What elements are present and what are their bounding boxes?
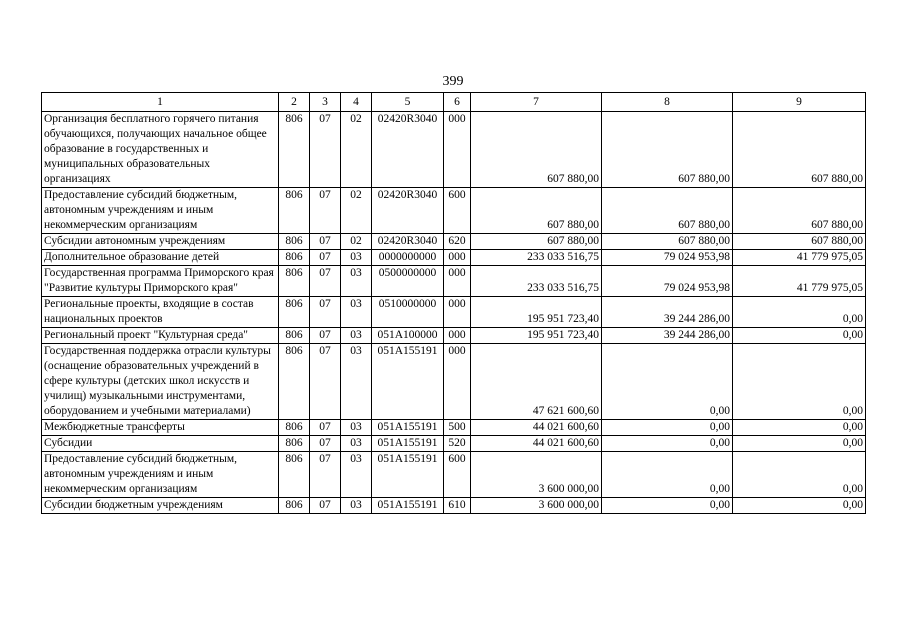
- column-header: 7: [471, 93, 602, 112]
- amount-col7: 44 021 600,60: [471, 420, 602, 436]
- section-code: 07: [310, 498, 341, 514]
- table-row: [42, 250, 866, 266]
- row-name: Организация бесплатного горячего питания обучающихся, получающих начальное общее образование в государственных и муниципальных образовательных организациях: [42, 112, 279, 188]
- amount-col8: 0,00: [602, 436, 733, 452]
- table-row: [42, 328, 866, 344]
- ministry-code: 806: [279, 297, 310, 328]
- table-row: [42, 498, 866, 514]
- ministry-code: 806: [279, 112, 310, 188]
- target-article-code: 0000000000: [372, 250, 444, 266]
- subsection-code: 03: [341, 344, 372, 420]
- column-number-row: [42, 93, 866, 112]
- section-code: 07: [310, 452, 341, 498]
- amount-col9: 41 779 975,05: [733, 250, 866, 266]
- expense-type-code: 000: [444, 112, 471, 188]
- table-row: [42, 234, 866, 250]
- amount-col7: 233 033 516,75: [471, 266, 602, 297]
- row-name: Субсидии бюджетным учреждениям: [42, 498, 279, 514]
- amount-col9: 607 880,00: [733, 112, 866, 188]
- amount-col7: 44 021 600,60: [471, 436, 602, 452]
- column-header: 6: [444, 93, 471, 112]
- target-article-code: 0500000000: [372, 266, 444, 297]
- subsection-code: 03: [341, 266, 372, 297]
- column-header: 8: [602, 93, 733, 112]
- table-row: [42, 297, 866, 328]
- budget-table: [41, 92, 866, 514]
- row-name: Субсидии автономным учреждениям: [42, 234, 279, 250]
- row-name: Дополнительное образование детей: [42, 250, 279, 266]
- amount-col8: 607 880,00: [602, 234, 733, 250]
- target-article-code: 051A155191: [372, 344, 444, 420]
- expense-type-code: 000: [444, 344, 471, 420]
- amount-col9: 0,00: [733, 420, 866, 436]
- amount-col7: 607 880,00: [471, 112, 602, 188]
- expense-type-code: 000: [444, 297, 471, 328]
- subsection-code: 03: [341, 498, 372, 514]
- amount-col8: 79 024 953,98: [602, 250, 733, 266]
- expense-type-code: 520: [444, 436, 471, 452]
- section-code: 07: [310, 420, 341, 436]
- amount-col9: 0,00: [733, 297, 866, 328]
- column-header: 1: [42, 93, 279, 112]
- row-name: Субсидии: [42, 436, 279, 452]
- table-row: [42, 344, 866, 420]
- section-code: 07: [310, 344, 341, 420]
- target-article-code: 0510000000: [372, 297, 444, 328]
- row-name: Государственная программа Приморского края "Развитие культуры Приморского края": [42, 266, 279, 297]
- row-name: Межбюджетные трансферты: [42, 420, 279, 436]
- subsection-code: 02: [341, 234, 372, 250]
- amount-col8: 39 244 286,00: [602, 297, 733, 328]
- subsection-code: 02: [341, 112, 372, 188]
- row-name: Региональные проекты, входящие в состав национальных проектов: [42, 297, 279, 328]
- target-article-code: 02420R3040: [372, 112, 444, 188]
- amount-col8: 39 244 286,00: [602, 328, 733, 344]
- expense-type-code: 000: [444, 266, 471, 297]
- amount-col9: 0,00: [733, 328, 866, 344]
- expense-type-code: 000: [444, 250, 471, 266]
- ministry-code: 806: [279, 234, 310, 250]
- target-article-code: 051A155191: [372, 498, 444, 514]
- amount-col7: 195 951 723,40: [471, 328, 602, 344]
- amount-col9: 0,00: [733, 498, 866, 514]
- amount-col9: 607 880,00: [733, 188, 866, 234]
- amount-col8: 0,00: [602, 452, 733, 498]
- amount-col7: 607 880,00: [471, 188, 602, 234]
- page-number: 399: [442, 74, 464, 89]
- table-row: [42, 420, 866, 436]
- ministry-code: 806: [279, 420, 310, 436]
- column-header: 9: [733, 93, 866, 112]
- column-header: 4: [341, 93, 372, 112]
- subsection-code: 02: [341, 188, 372, 234]
- target-article-code: 051A155191: [372, 436, 444, 452]
- section-code: 07: [310, 250, 341, 266]
- row-name: Региональный проект "Культурная среда": [42, 328, 279, 344]
- section-code: 07: [310, 436, 341, 452]
- amount-col8: 607 880,00: [602, 112, 733, 188]
- column-header: 2: [279, 93, 310, 112]
- table-row: [42, 188, 866, 234]
- section-code: 07: [310, 234, 341, 250]
- section-code: 07: [310, 112, 341, 188]
- section-code: 07: [310, 266, 341, 297]
- amount-col7: 3 600 000,00: [471, 498, 602, 514]
- amount-col8: 0,00: [602, 498, 733, 514]
- amount-col8: 607 880,00: [602, 188, 733, 234]
- row-name: Государственная поддержка отрасли культуры (оснащение образовательных учреждений в сфере культуры (детских школ искусств и училищ) музыкальными инструментами, оборудованием и учебными материалами): [42, 344, 279, 420]
- subsection-code: 03: [341, 328, 372, 344]
- target-article-code: 051A100000: [372, 328, 444, 344]
- subsection-code: 03: [341, 436, 372, 452]
- amount-col8: 79 024 953,98: [602, 266, 733, 297]
- ministry-code: 806: [279, 498, 310, 514]
- amount-col7: 195 951 723,40: [471, 297, 602, 328]
- expense-type-code: 610: [444, 498, 471, 514]
- table-row: [42, 436, 866, 452]
- ministry-code: 806: [279, 436, 310, 452]
- amount-col9: 0,00: [733, 452, 866, 498]
- ministry-code: 806: [279, 344, 310, 420]
- amount-col7: 607 880,00: [471, 234, 602, 250]
- row-name: Предоставление субсидий бюджетным, автономным учреждениям и иным некоммерческим организациям: [42, 452, 279, 498]
- expense-type-code: 620: [444, 234, 471, 250]
- amount-col9: 0,00: [733, 344, 866, 420]
- amount-col8: 0,00: [602, 420, 733, 436]
- amount-col9: 41 779 975,05: [733, 266, 866, 297]
- amount-col7: 47 621 600,60: [471, 344, 602, 420]
- amount-col7: 3 600 000,00: [471, 452, 602, 498]
- table-row: [42, 452, 866, 498]
- section-code: 07: [310, 297, 341, 328]
- ministry-code: 806: [279, 188, 310, 234]
- subsection-code: 03: [341, 297, 372, 328]
- column-header: 5: [372, 93, 444, 112]
- table-row: [42, 266, 866, 297]
- ministry-code: 806: [279, 452, 310, 498]
- expense-type-code: 000: [444, 328, 471, 344]
- amount-col9: 0,00: [733, 436, 866, 452]
- section-code: 07: [310, 328, 341, 344]
- ministry-code: 806: [279, 250, 310, 266]
- table-row: [42, 112, 866, 188]
- target-article-code: 02420R3040: [372, 188, 444, 234]
- expense-type-code: 600: [444, 188, 471, 234]
- target-article-code: 02420R3040: [372, 234, 444, 250]
- section-code: 07: [310, 188, 341, 234]
- target-article-code: 051A155191: [372, 452, 444, 498]
- ministry-code: 806: [279, 328, 310, 344]
- row-name: Предоставление субсидий бюджетным, автономным учреждениям и иным некоммерческим организациям: [42, 188, 279, 234]
- column-header: 3: [310, 93, 341, 112]
- amount-col9: 607 880,00: [733, 234, 866, 250]
- amount-col7: 233 033 516,75: [471, 250, 602, 266]
- amount-col8: 0,00: [602, 344, 733, 420]
- target-article-code: 051A155191: [372, 420, 444, 436]
- ministry-code: 806: [279, 266, 310, 297]
- expense-type-code: 500: [444, 420, 471, 436]
- expense-type-code: 600: [444, 452, 471, 498]
- subsection-code: 03: [341, 250, 372, 266]
- subsection-code: 03: [341, 452, 372, 498]
- subsection-code: 03: [341, 420, 372, 436]
